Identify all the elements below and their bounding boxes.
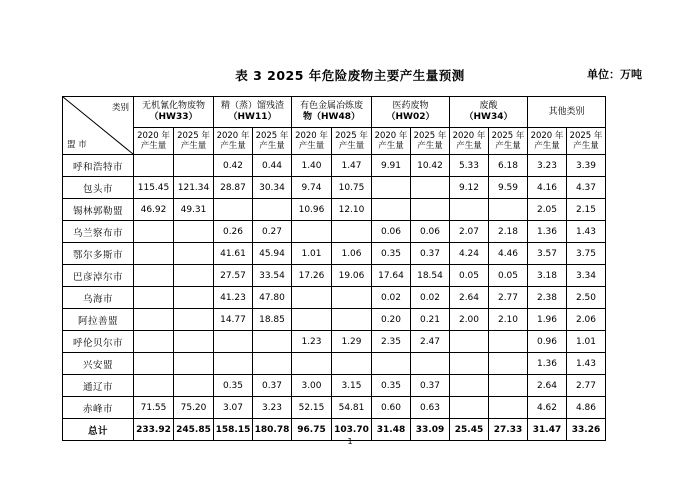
cell-value (489, 353, 528, 375)
cell-value (450, 353, 489, 375)
cell-value (411, 177, 450, 199)
year-header-0-2025-line1: 2025 年 (177, 131, 210, 141)
cell-value: 2.00 (450, 309, 489, 331)
cell-value: 4.86 (567, 397, 606, 419)
cell-value: 28.87 (214, 177, 253, 199)
cell-value: 2.05 (528, 199, 567, 221)
year-header-0-2025 (174, 128, 214, 155)
table-row (63, 265, 606, 287)
total-value: 180.78 (253, 419, 292, 441)
total-value: 33.26 (567, 419, 606, 441)
cell-value: 0.63 (411, 397, 450, 419)
cell-value: 0.05 (489, 265, 528, 287)
year-header-2-2025-line1: 2025 年 (335, 131, 368, 141)
group-header-hw02 (372, 97, 450, 128)
cell-value (253, 199, 292, 221)
table-row (63, 309, 606, 331)
year-header-4-2025-line1: 2025 年 (491, 131, 525, 141)
cell-value (253, 353, 292, 375)
cell-value: 17.64 (372, 265, 411, 287)
cell-value: 10.42 (411, 155, 450, 177)
cell-value: 46.92 (134, 199, 174, 221)
cell-value (134, 155, 174, 177)
total-value: 25.45 (450, 419, 489, 441)
group-header-hw48-line1: 有色金属冶炼废 (299, 101, 363, 111)
cell-value (134, 287, 174, 309)
year-header-5-2020 (528, 128, 567, 155)
cell-value (332, 287, 372, 309)
cell-value (134, 331, 174, 353)
total-value: 31.48 (372, 419, 411, 441)
cell-value: 9.74 (292, 177, 332, 199)
cell-value: 1.29 (332, 331, 372, 353)
year-header-4-2025 (489, 128, 528, 155)
group-header-hw34-line2: （HW34） (464, 112, 513, 122)
cell-value: 9.12 (450, 177, 489, 199)
cell-value (450, 199, 489, 221)
cell-value: 27.57 (214, 265, 253, 287)
page-number: 1 (347, 437, 353, 446)
row-city-name: 锡林郭勒盟 (63, 199, 134, 221)
cell-value: 5.33 (450, 155, 489, 177)
group-header-other (528, 97, 606, 128)
cell-value: 1.43 (567, 353, 606, 375)
cell-value: 0.26 (214, 221, 253, 243)
table-row (63, 243, 606, 265)
cell-value: 0.35 (214, 375, 253, 397)
year-header-2-2020 (292, 128, 332, 155)
cell-value (450, 397, 489, 419)
row-city-name: 阿拉善盟 (63, 309, 134, 331)
year-header-4-2020-line2: 产生量 (456, 141, 482, 151)
group-header-hw48 (292, 97, 372, 128)
cell-value (292, 309, 332, 331)
year-header-0-2020-line1: 2020 年 (137, 131, 170, 141)
row-city-name: 通辽市 (63, 375, 134, 397)
cell-value: 33.54 (253, 265, 292, 287)
group-header-hw02-line1: 医药废物 (392, 101, 429, 111)
cell-value (134, 375, 174, 397)
cell-value: 2.38 (528, 287, 567, 309)
table-header-years (63, 128, 606, 155)
cell-value: 2.18 (489, 221, 528, 243)
cell-value (292, 221, 332, 243)
year-header-1-2025-line1: 2025 年 (255, 131, 289, 141)
cell-value (134, 353, 174, 375)
row-city-name: 巴彦淖尔市 (63, 265, 134, 287)
cell-value (174, 155, 214, 177)
total-row-label: 总计 (63, 419, 134, 441)
total-value: 233.92 (134, 419, 174, 441)
corner-city-label: 盟 市 (67, 140, 87, 150)
cell-value: 0.05 (450, 265, 489, 287)
table-row (63, 287, 606, 309)
cell-value: 1.96 (528, 309, 567, 331)
total-value: 96.75 (292, 419, 332, 441)
year-header-3-2020 (372, 128, 411, 155)
cell-value: 0.60 (372, 397, 411, 419)
cell-value: 0.02 (411, 287, 450, 309)
cell-value (372, 199, 411, 221)
group-header-hw33-line1: 无机氰化物废物 (141, 101, 205, 111)
year-header-2-2025-line2: 产生量 (338, 141, 365, 151)
cell-value (292, 353, 332, 375)
cell-value: 4.16 (528, 177, 567, 199)
table-row (63, 353, 606, 375)
cell-value: 18.54 (411, 265, 450, 287)
cell-value: 115.45 (134, 177, 174, 199)
row-city-name: 鄂尔多斯市 (63, 243, 134, 265)
cell-value: 41.23 (214, 287, 253, 309)
cell-value: 47.80 (253, 287, 292, 309)
row-city-name: 赤峰市 (63, 397, 134, 419)
year-header-0-2020 (134, 128, 174, 155)
cell-value: 0.27 (253, 221, 292, 243)
cell-value (411, 199, 450, 221)
cell-value (214, 353, 253, 375)
cell-value: 3.15 (332, 375, 372, 397)
year-header-3-2025-line1: 2025 年 (413, 131, 447, 141)
total-value: 158.15 (214, 419, 253, 441)
cell-value (134, 309, 174, 331)
cell-value: 1.36 (528, 221, 567, 243)
year-header-3-2020-line2: 产生量 (378, 141, 404, 151)
cell-value (174, 265, 214, 287)
cell-value: 1.43 (567, 221, 606, 243)
cell-value: 18.85 (253, 309, 292, 331)
total-value: 33.09 (411, 419, 450, 441)
year-header-4-2025-line2: 产生量 (495, 141, 521, 151)
cell-value (174, 243, 214, 265)
group-header-other-line1: 其他类别 (548, 106, 585, 117)
cell-value: 3.75 (567, 243, 606, 265)
cell-value (214, 199, 253, 221)
cell-value: 10.75 (332, 177, 372, 199)
cell-value: 0.42 (214, 155, 253, 177)
cell-value (489, 375, 528, 397)
table-row (63, 221, 606, 243)
cell-value: 2.77 (489, 287, 528, 309)
cell-value: 1.01 (567, 331, 606, 353)
cell-value: 0.06 (372, 221, 411, 243)
cell-value: 2.64 (528, 375, 567, 397)
cell-value: 1.23 (292, 331, 332, 353)
year-header-4-2020-line1: 2020 年 (452, 131, 486, 141)
cell-value (174, 353, 214, 375)
cell-value: 41.61 (214, 243, 253, 265)
cell-value: 30.34 (253, 177, 292, 199)
year-header-5-2025-line1: 2025 年 (569, 131, 603, 141)
cell-value: 2.50 (567, 287, 606, 309)
cell-value (489, 397, 528, 419)
cell-value: 1.01 (292, 243, 332, 265)
cell-value (332, 221, 372, 243)
cell-value: 3.07 (214, 397, 253, 419)
group-header-hw33 (134, 97, 214, 128)
table-row (63, 375, 606, 397)
year-header-3-2020-line1: 2020 年 (374, 131, 408, 141)
total-value: 31.47 (528, 419, 567, 441)
cell-value: 75.20 (174, 397, 214, 419)
cell-value: 1.36 (528, 353, 567, 375)
cell-value (292, 287, 332, 309)
total-value: 245.85 (174, 419, 214, 441)
cell-value: 14.77 (214, 309, 253, 331)
cell-value: 0.37 (411, 243, 450, 265)
cell-value: 2.10 (489, 309, 528, 331)
cell-value: 0.96 (528, 331, 567, 353)
table-row (63, 199, 606, 221)
group-header-hw34 (450, 97, 528, 128)
cell-value (174, 309, 214, 331)
unit-label: 单位：万吨 (587, 68, 642, 81)
cell-value: 0.21 (411, 309, 450, 331)
year-header-5-2020-line1: 2020 年 (530, 131, 564, 141)
hazardous-waste-table (62, 96, 606, 441)
table-row (63, 155, 606, 177)
table-row (63, 331, 606, 353)
cell-value: 3.39 (567, 155, 606, 177)
cell-value: 0.20 (372, 309, 411, 331)
row-city-name: 乌海市 (63, 287, 134, 309)
cell-value: 17.26 (292, 265, 332, 287)
cell-value: 0.44 (253, 155, 292, 177)
cell-value: 3.18 (528, 265, 567, 287)
cell-value (174, 221, 214, 243)
cell-value (134, 243, 174, 265)
cell-value: 2.77 (567, 375, 606, 397)
page-title: 表 3 2025 年危险废物主要产生量预测 (235, 68, 465, 83)
row-city-name: 呼伦贝尔市 (63, 331, 134, 353)
row-city-name: 包头市 (63, 177, 134, 199)
corner-category-label: 类别 (111, 103, 129, 113)
group-header-hw34-line1: 废酸 (479, 101, 498, 111)
cell-value: 4.62 (528, 397, 567, 419)
cell-value: 0.35 (372, 375, 411, 397)
cell-value (174, 331, 214, 353)
row-city-name: 兴安盟 (63, 353, 134, 375)
year-header-5-2020-line2: 产生量 (534, 141, 560, 151)
cell-value (253, 331, 292, 353)
table-corner-cell (63, 97, 134, 155)
year-header-1-2025 (253, 128, 292, 155)
group-header-hw11-line2: （HW11） (228, 112, 277, 122)
cell-value: 0.06 (411, 221, 450, 243)
group-header-hw33-line2: （HW33） (149, 112, 198, 122)
cell-value (450, 375, 489, 397)
year-header-1-2025-line2: 产生量 (259, 141, 285, 151)
cell-value (372, 177, 411, 199)
year-header-0-2020-line2: 产生量 (140, 141, 167, 151)
year-header-0-2025-line2: 产生量 (180, 141, 207, 151)
total-value: 103.70 (332, 419, 372, 441)
cell-value: 0.37 (411, 375, 450, 397)
cell-value: 10.96 (292, 199, 332, 221)
year-header-3-2025 (411, 128, 450, 155)
cell-value: 3.57 (528, 243, 567, 265)
cell-value: 3.23 (253, 397, 292, 419)
cell-value: 3.23 (528, 155, 567, 177)
cell-value (332, 353, 372, 375)
row-city-name: 乌兰察布市 (63, 221, 134, 243)
cell-value (489, 331, 528, 353)
cell-value: 45.94 (253, 243, 292, 265)
cell-value (174, 375, 214, 397)
cell-value: 1.06 (332, 243, 372, 265)
cell-value: 2.07 (450, 221, 489, 243)
group-header-hw02-line2: （HW02） (386, 112, 435, 122)
cell-value (134, 265, 174, 287)
cell-value: 4.37 (567, 177, 606, 199)
cell-value (450, 331, 489, 353)
year-header-5-2025 (567, 128, 606, 155)
table-row (63, 177, 606, 199)
cell-value (332, 309, 372, 331)
cell-value (372, 353, 411, 375)
cell-value: 2.64 (450, 287, 489, 309)
year-header-4-2020 (450, 128, 489, 155)
cell-value: 49.31 (174, 199, 214, 221)
group-header-hw11-line1: 精（蒸）馏残渣 (220, 101, 284, 111)
year-header-1-2020 (214, 128, 253, 155)
cell-value: 2.35 (372, 331, 411, 353)
cell-value: 4.24 (450, 243, 489, 265)
year-header-2-2020-line2: 产生量 (298, 141, 325, 151)
year-header-3-2025-line2: 产生量 (417, 141, 443, 151)
group-header-hw48-line2: 物（HW48） (303, 112, 360, 122)
cell-value: 54.81 (332, 397, 372, 419)
cell-value: 0.35 (372, 243, 411, 265)
cell-value: 9.91 (372, 155, 411, 177)
cell-value (489, 199, 528, 221)
cell-value: 2.06 (567, 309, 606, 331)
cell-value: 3.00 (292, 375, 332, 397)
year-header-1-2020-line1: 2020 年 (216, 131, 250, 141)
cell-value (174, 287, 214, 309)
cell-value: 2.47 (411, 331, 450, 353)
cell-value (411, 353, 450, 375)
row-city-name: 呼和浩特市 (63, 155, 134, 177)
table-row (63, 397, 606, 419)
cell-value: 12.10 (332, 199, 372, 221)
total-value: 27.33 (489, 419, 528, 441)
cell-value: 0.02 (372, 287, 411, 309)
cell-value: 71.55 (134, 397, 174, 419)
group-header-hw11 (214, 97, 292, 128)
cell-value: 9.59 (489, 177, 528, 199)
cell-value: 4.46 (489, 243, 528, 265)
year-header-5-2025-line2: 产生量 (573, 141, 599, 151)
year-header-1-2020-line2: 产生量 (220, 141, 246, 151)
year-header-2-2025 (332, 128, 372, 155)
cell-value: 121.34 (174, 177, 214, 199)
cell-value (134, 221, 174, 243)
cell-value: 6.18 (489, 155, 528, 177)
cell-value: 0.37 (253, 375, 292, 397)
year-header-2-2020-line1: 2020 年 (295, 131, 328, 141)
table-header-groups (63, 97, 606, 128)
cell-value: 2.15 (567, 199, 606, 221)
cell-value: 1.40 (292, 155, 332, 177)
cell-value: 19.06 (332, 265, 372, 287)
cell-value: 52.15 (292, 397, 332, 419)
cell-value: 3.34 (567, 265, 606, 287)
cell-value: 1.47 (332, 155, 372, 177)
cell-value (214, 331, 253, 353)
